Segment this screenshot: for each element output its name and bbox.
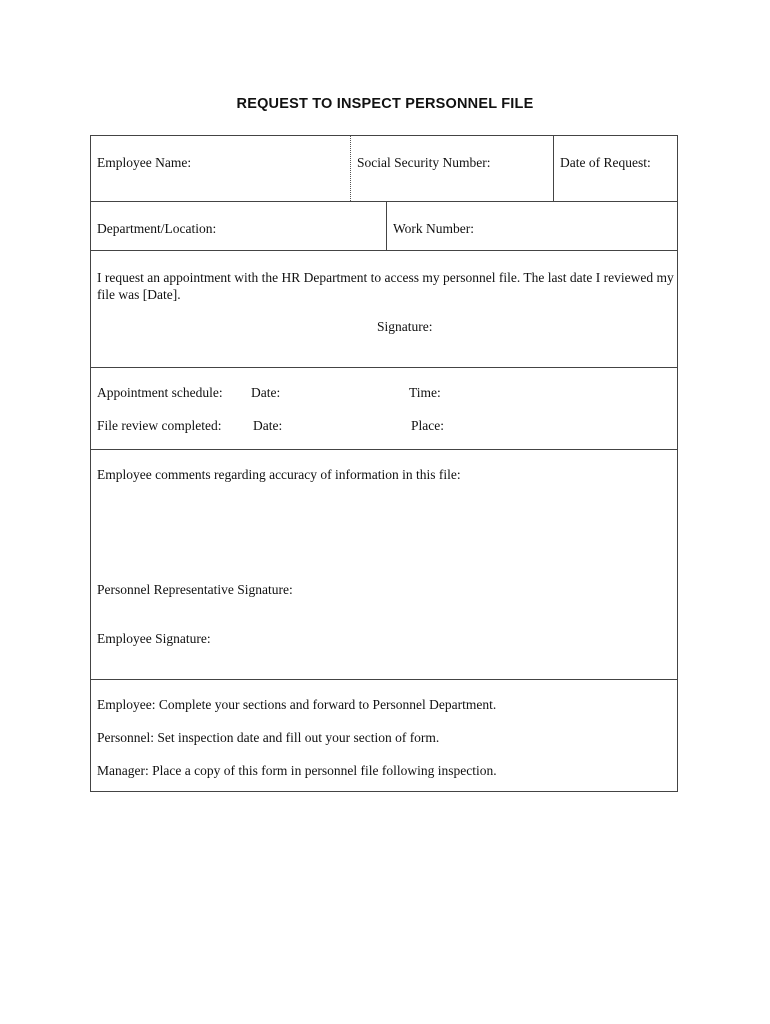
- manager-instruction: Manager: Place a copy of this form in personnel file following inspection.: [97, 763, 497, 778]
- ssn-label: Social Security Number:: [357, 155, 491, 170]
- personnel-instruction: Personnel: Set inspection date and fill out your section of form.: [97, 730, 440, 745]
- work-number-cell[interactable]: [386, 202, 677, 250]
- review-place-label[interactable]: Place:: [411, 418, 444, 433]
- comments-row[interactable]: [91, 450, 677, 680]
- employee-name-label: Employee Name:: [97, 155, 192, 170]
- form-title: REQUEST TO INSPECT PERSONNEL FILE: [236, 96, 534, 112]
- department-row: [91, 202, 677, 251]
- appointment-date-label[interactable]: Date:: [251, 385, 281, 400]
- schedule-row: [91, 368, 677, 450]
- appointment-schedule-label: Appointment schedule:: [97, 385, 223, 400]
- file-review-completed-label: File review completed:: [97, 418, 222, 433]
- employee-comments-label: Employee comments regarding accuracy of information in this file:: [97, 467, 461, 482]
- instructions-row: [91, 680, 677, 791]
- department-label: Department/Location:: [97, 221, 217, 236]
- appointment-time-label[interactable]: Time:: [409, 385, 441, 400]
- employee-instruction: Employee: Complete your sections and forward to Personnel Department.: [97, 697, 497, 712]
- department-cell[interactable]: [91, 202, 386, 250]
- personnel-rep-signature-label[interactable]: Personnel Representative Signature:: [97, 582, 293, 597]
- review-date-label[interactable]: Date:: [253, 418, 283, 433]
- employee-name-cell[interactable]: [91, 136, 350, 201]
- employee-signature-label[interactable]: Employee Signature:: [97, 631, 211, 646]
- personnel-file-form: [90, 135, 678, 792]
- date-of-request-label: Date of Request:: [560, 155, 651, 170]
- signature-label: Signature:: [377, 319, 433, 334]
- work-number-label: Work Number:: [393, 221, 475, 236]
- ssn-cell[interactable]: [350, 136, 553, 201]
- request-row[interactable]: [91, 251, 677, 368]
- request-statement: I request an appointment with the HR Department to access my personnel file. The last date I reviewed my file was [Date].: [97, 270, 674, 302]
- employee-info-row: [91, 136, 677, 202]
- date-of-request-cell[interactable]: [553, 136, 677, 201]
